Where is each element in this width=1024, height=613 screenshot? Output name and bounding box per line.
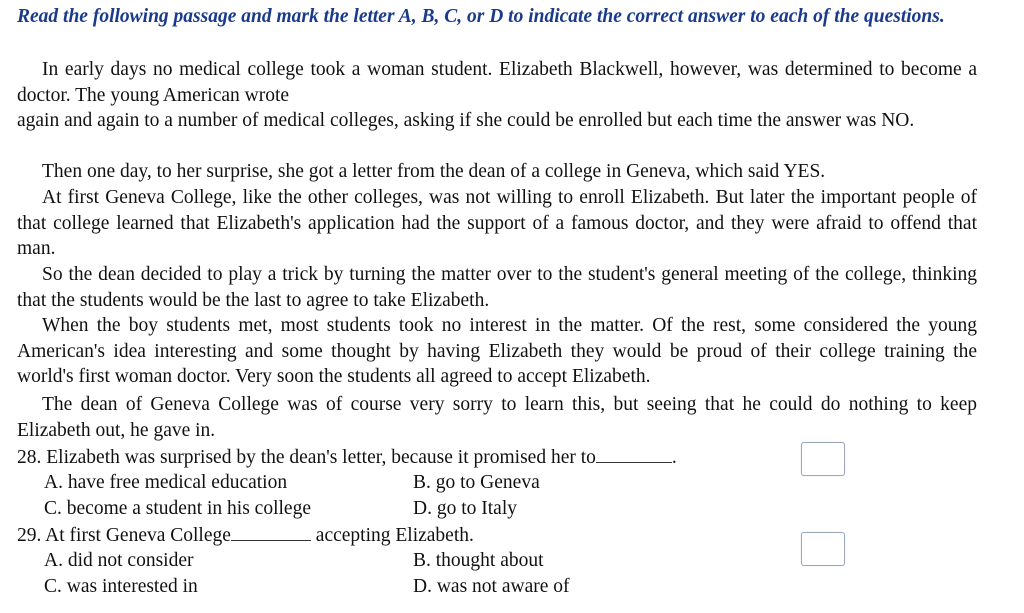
passage-paragraph-2: again and again to a number of medical colleges, asking if she could be enrolled but each time the answer was NO. [17, 110, 915, 131]
passage-paragraph-4: At first Geneva College, like the other colleges, was not willing to enroll Elizabeth. But later the important people of that college learned that Elizabeth's application had the support of a famous doctor, and they were afraid to offend that man. [17, 187, 977, 259]
question-29-text: 29. At first Geneva College [17, 525, 231, 546]
passage-paragraph-3: Then one day, to her surprise, she got a letter from the dean of a college in Geneva, which said YES. [42, 161, 826, 182]
question-28-option-b[interactable]: B. go to Geneva [413, 472, 540, 493]
question-29-stem [17, 522, 474, 549]
question-29-option-c[interactable]: C. was interested in [44, 576, 198, 597]
passage-paragraph-6: When the boy students met, most students took no interest in the matter. Of the rest, some considered the young American's idea interesting and some thought by having Elizabeth they would be proud of their college training the world's first woman doctor. Very soon the students all agreed to accept Elizabeth. [17, 315, 977, 387]
instructions: Read the following passage and mark the letter A, B, C, or D to indicate the correct answer to each of the questions. [17, 6, 945, 27]
passage-paragraph-1: In early days no medical college took a woman student. Elizabeth Blackwell, however, was determined to become a doctor. The young American wrote [17, 59, 977, 106]
question-28-suffix: . [671, 447, 677, 468]
question-28-option-d[interactable]: D. go to Italy [413, 498, 517, 519]
answer-box-29[interactable] [801, 532, 845, 566]
question-28-option-a[interactable]: A. have free medical education [44, 472, 288, 493]
question-28-text: 28. Elizabeth was surprised by the dean's letter, because it promised her to [17, 447, 596, 468]
question-28-blank [596, 444, 672, 463]
answer-box-28[interactable] [801, 442, 845, 476]
passage-paragraph-7: The dean of Geneva College was of course very sorry to learn this, but seeing that he could do nothing to keep Elizabeth out, he gave in. [17, 394, 977, 441]
passage-paragraph-5: So the dean decided to play a trick by turning the matter over to the student's general meeting of the college, thinking that the students would be the last to agree to take Elizabeth. [17, 264, 977, 311]
question-29-option-b[interactable]: B. thought about [413, 550, 544, 571]
question-29-option-d[interactable]: D. was not aware of [413, 576, 570, 597]
question-28-stem [17, 444, 677, 471]
question-29-option-a[interactable]: A. did not consider [44, 550, 194, 571]
question-28-option-c[interactable]: C. become a student in his college [44, 498, 311, 519]
question-29-suffix: accepting Elizabeth. [310, 525, 474, 546]
question-29-blank [231, 522, 311, 541]
